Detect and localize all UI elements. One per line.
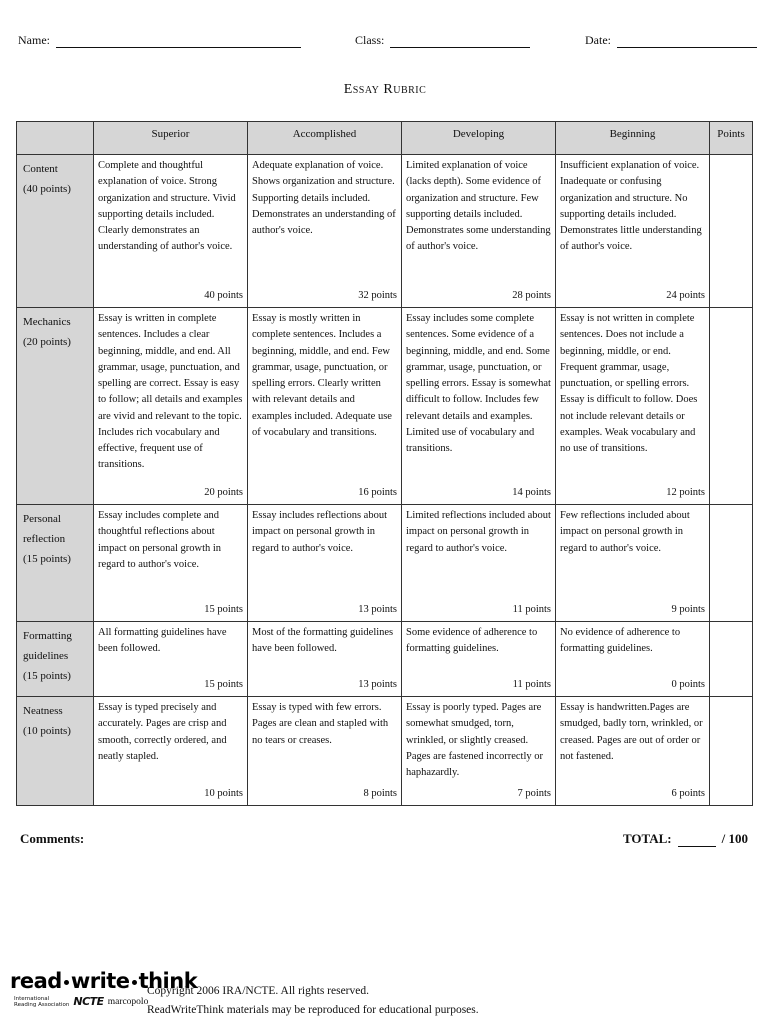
cell-description: Essay is mostly written in complete sentences. Includes a beginning, middle, and end. Few grammar, usage, punctuation, or spelling errors. Clearly written with relevant details and examples included. Adequate use of vocabulary and transitions. [252, 313, 392, 438]
cell-description: Essay includes some complete sentences. Some evidence of a beginning, middle, and end. Some grammar, usage, punctuation, or spelling errors. Essay is somewhat difficult to follow. Includes few relevant details and examples. Limited use of vocabulary and transitions. [406, 313, 551, 455]
category-weight: (20 points) [23, 335, 71, 348]
cell-description: Essay is typed precisely and accurately. Pages are crisp and smooth, correctly ordered, and neatly stapled. [98, 702, 227, 762]
category-name: Content [23, 163, 58, 175]
rubric-cell [248, 697, 402, 806]
rubric-row-personal-reflection [17, 505, 753, 622]
cell-points: 32 points [358, 289, 397, 301]
class-label: Class: [355, 33, 385, 47]
cell-points: 0 points [671, 678, 705, 690]
category-name: Personal reflection [23, 513, 66, 545]
points-entry-cell-personal-reflection[interactable] [710, 505, 753, 622]
total-score [623, 831, 748, 847]
points-entry-cell-neatness[interactable] [710, 697, 753, 806]
rubric-cell [94, 622, 248, 697]
cell-description: Essay includes complete and thoughtful reflections about impact on personal growth in regard to author's voice. [98, 510, 222, 570]
logo-word-write: write [70, 969, 130, 993]
rubric-cell [248, 622, 402, 697]
category-weight: (10 points) [23, 724, 71, 737]
rubric-cell [94, 505, 248, 622]
cell-points: 10 points [204, 787, 243, 799]
cell-points: 40 points [204, 289, 243, 301]
column-header-superior: Superior [94, 122, 248, 155]
cell-points: 14 points [512, 486, 551, 498]
total-suffix: / 100 [721, 831, 748, 846]
cell-description: Some evidence of adherence to formatting guidelines. [406, 627, 538, 655]
cell-description: No evidence of adherence to formatting guidelines. [560, 627, 681, 655]
rubric-cell [248, 155, 402, 308]
rubric-cell [248, 505, 402, 622]
cell-description: Most of the formatting guidelines have been followed. [252, 627, 394, 655]
cell-points: 20 points [204, 486, 243, 498]
cell-points: 9 points [671, 603, 705, 615]
copyright-line-1: Copyright 2006 IRA/NCTE. All rights reserved. [147, 985, 369, 997]
logo-word-think: think [138, 969, 198, 993]
column-header-developing: Developing [402, 122, 556, 155]
category-name: Formatting guidelines [23, 630, 72, 662]
date-field [585, 33, 757, 48]
ncte-logo: NCTE [73, 995, 104, 1008]
category-name: Neatness [23, 705, 63, 717]
name-label: Name: [18, 33, 50, 47]
row-header-neatness [17, 697, 94, 806]
rubric-cell [248, 308, 402, 505]
cell-points: 16 points [358, 486, 397, 498]
cell-points: 28 points [512, 289, 551, 301]
copyright-notice [147, 982, 479, 1020]
cell-description: Essay is written in complete sentences. Includes a clear beginning, middle, and end. All grammar, usage, punctuation, and spelling are correct. Essay is easy to follow; all details and examples are vivid and relevant to the topic. Includes rich vocabulary and effective, frequent use of transitions. [98, 313, 243, 471]
rubric-cell [402, 155, 556, 308]
page-footer [10, 970, 750, 1020]
rubric-cell [402, 308, 556, 505]
cell-description: Essay includes reflections about impact on personal growth in regard to author's voice. [252, 510, 388, 554]
category-weight: (15 points) [23, 669, 71, 682]
copyright-line-2: ReadWriteThink materials may be reproduced for educational purposes. [147, 1004, 479, 1016]
cell-points: 6 points [671, 787, 705, 799]
page-title: Essay Rubric [343, 82, 427, 97]
total-blank-line[interactable] [678, 834, 716, 847]
rubric-table [16, 121, 753, 806]
cell-description: Limited reflections included about impact on personal growth in regard to author's voice. [406, 510, 551, 554]
total-label: TOTAL: [622, 831, 672, 846]
cell-description: Essay is handwritten.Pages are smudged, badly torn, wrinkled, or creased. Pages are out of order or not fastened. [560, 702, 703, 762]
row-header-personal-reflection [17, 505, 94, 622]
rubric-cell [94, 697, 248, 806]
cell-points: 12 points [666, 486, 705, 498]
logo-dot-icon [132, 980, 137, 985]
cell-description: Essay is typed with few errors. Pages are clean and stapled with no tears or creases. [252, 702, 389, 746]
category-name: Mechanics [23, 316, 71, 328]
points-entry-cell-formatting-guidelines[interactable] [710, 622, 753, 697]
logo-partners [10, 995, 149, 1008]
column-header-points: Points [710, 122, 753, 155]
rubric-row-content [17, 155, 753, 308]
rubric-cell [556, 697, 710, 806]
ira-line1: International [14, 996, 50, 1002]
column-header-accomplished: Accomplished [248, 122, 402, 155]
cell-description: Complete and thoughtful explanation of voice. Strong organization and structure. Vivid supporting details included. Clearly demonstrates an understanding of author's voice. [98, 160, 236, 253]
cell-points: 13 points [358, 678, 397, 690]
cell-points: 8 points [363, 787, 397, 799]
rubric-cell [556, 505, 710, 622]
logo-wordmark [10, 969, 198, 993]
cell-description: All formatting guidelines have been followed. [98, 627, 227, 655]
rubric-header-row [17, 122, 753, 155]
cell-points: 15 points [204, 603, 243, 615]
cell-points: 24 points [666, 289, 705, 301]
cell-points: 15 points [204, 678, 243, 690]
ira-line2: Reading Association [14, 1002, 70, 1008]
rubric-cell [402, 622, 556, 697]
rubric-cell [402, 697, 556, 806]
logo-dot-icon [64, 980, 69, 985]
name-blank-line[interactable] [56, 35, 301, 48]
rubric-row-neatness [17, 697, 753, 806]
category-weight: (40 points) [23, 182, 71, 195]
logo-word-read: read [10, 969, 62, 993]
rubric-cell [556, 622, 710, 697]
cell-description: Limited explanation of voice (lacks depth). Some evidence of organization and structure. Few supporting details included. Demonstrates some understanding of author's voice. [406, 160, 551, 253]
class-blank-line[interactable] [390, 35, 530, 48]
rubric-cell [402, 505, 556, 622]
column-header-beginning: Beginning [556, 122, 710, 155]
rubric-cell [94, 308, 248, 505]
cell-points: 11 points [512, 678, 551, 690]
rubric-row-formatting-guidelines [17, 622, 753, 697]
rubric-cell [556, 308, 710, 505]
readwritethink-logo [10, 969, 198, 1020]
points-entry-cell-mechanics[interactable] [710, 308, 753, 505]
cell-description: Insufficient explanation of voice. Inadequate or confusing organization and structure. No supporting details included. Demonstrates little understanding of author's voice. [560, 160, 702, 253]
row-header-content [17, 155, 94, 308]
date-blank-line[interactable] [617, 35, 757, 48]
marcopolo-logo: marcopolo [107, 997, 149, 1007]
row-header-mechanics [17, 308, 94, 505]
row-header-formatting-guidelines [17, 622, 94, 697]
cell-description: Few reflections included about impact on personal growth in regard to author's voice. [560, 510, 690, 554]
cell-description: Adequate explanation of voice. Shows organization and structure. Supporting details included. Demonstrates an understanding of author's voice. [252, 160, 396, 237]
date-label: Date: [585, 33, 611, 47]
points-entry-cell-content[interactable] [710, 155, 753, 308]
category-weight: (15 points) [23, 552, 71, 565]
rubric-cell [94, 155, 248, 308]
cell-description: Essay is poorly typed. Pages are somewhat smudged, torn, wrinkled, or slightly creased. Pages are fastened incorrectly or haphazardly. [406, 702, 544, 779]
comments-label: Comments: [20, 831, 85, 846]
header-corner-cell [17, 122, 94, 155]
student-info-row [18, 33, 754, 53]
cell-description: Essay is not written in complete sentences. Does not include a beginning, middle, or end. Frequent grammar, usage, punctuation, or spelling errors. Essay is difficult to follow. Does not include relevant details or examples. Weak vocabulary and no use of transitions. [560, 313, 698, 455]
cell-points: 13 points [358, 603, 397, 615]
name-field [18, 33, 301, 48]
class-field [355, 33, 530, 48]
rubric-cell [556, 155, 710, 308]
cell-points: 11 points [512, 603, 551, 615]
ira-logo-text [14, 996, 69, 1008]
cell-points: 7 points [517, 787, 551, 799]
rubric-row-mechanics [17, 308, 753, 505]
